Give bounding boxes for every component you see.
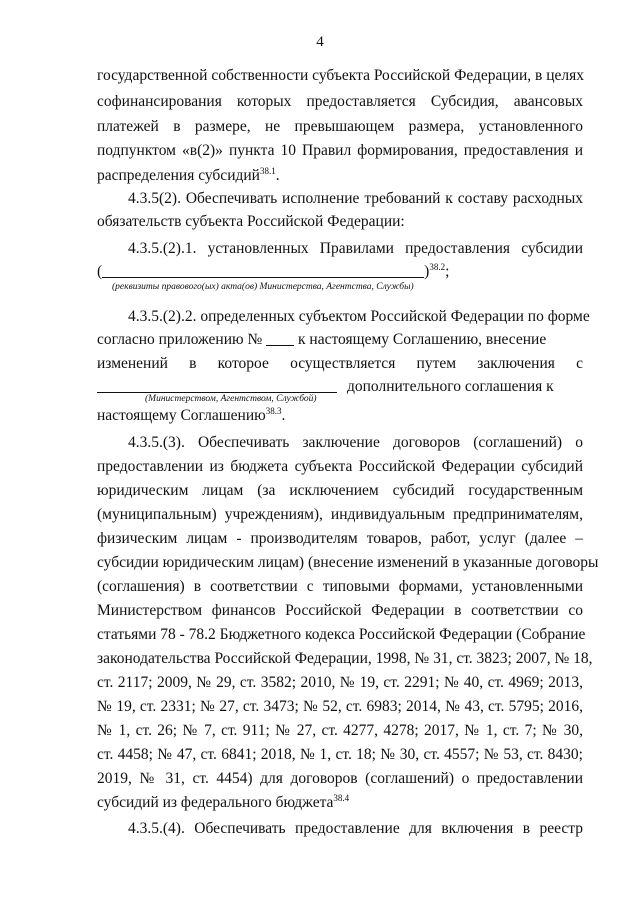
text: согласно приложению №	[97, 331, 263, 348]
text-line: (соглашения) в соответствии с типовыми формами, установленными	[97, 578, 583, 595]
text-line: № 19, ст. 2331; № 27, ст. 3473; № 52, ст. 6983; 2014, № 43, ст. 5795; 2016,	[97, 698, 583, 715]
text-line: предоставлении из бюджета субъекта Российской Федерации субсидий	[97, 458, 583, 475]
text-line: ст. 2117; 2009, № 29, ст. 3582; 2010, № 19, ст. 2291; № 40, ст. 4969; 2013,	[97, 674, 583, 691]
text-line: статьями 78 - 78.2 Бюджетного кодекса Российской Федерации (Собрание	[97, 626, 586, 643]
text-line: Министерством финансов Российской Федерации в соответствии со	[97, 602, 583, 619]
paragraph-start: 4.3.5.(2).2. определенных субъектом Российской Федерации по форме	[128, 308, 590, 325]
text-line: (муниципальным) учреждениям), индивидуальным предпринимателям,	[97, 506, 583, 523]
text-line: обязательств субъекта Российской Федерации:	[97, 213, 405, 230]
blank-field	[266, 331, 294, 346]
text-line: 2019, № 31, ст. 4454) для договоров (соглашений) о предоставлении	[97, 770, 583, 787]
blank-field	[97, 378, 337, 393]
text-line: физическим лицам - производителям товаров, работ, услуг (далее –	[97, 530, 583, 547]
footnote-ref: 38.2	[429, 262, 446, 272]
text: субсидий из федерального бюджета	[97, 794, 334, 811]
text-line: ст. 4458; № 47, ст. 6841; 2018, № 1, ст. 18; № 30, ст. 4557; № 53, ст. 8430;	[97, 746, 583, 763]
text: настоящему Соглашению	[97, 407, 266, 424]
blank-field	[102, 263, 424, 278]
close-paren: )	[424, 263, 430, 280]
open-paren: (	[97, 263, 103, 280]
field-caption: (Министерством, Агентством, Службой)	[145, 394, 317, 404]
footnote-ref: 38.3	[265, 406, 282, 416]
paragraph-start: 4.3.5.(4). Обеспечивать предоставление для включения в реестр	[128, 820, 583, 837]
text-line: государственной собственности субъекта Российской Федерации, в целях	[97, 67, 585, 84]
text-line	[97, 330, 583, 350]
text-line	[97, 262, 583, 282]
text-line: подпунктом «в(2)» пункта 10 Правил формирования, предоставления и	[97, 142, 583, 159]
text-line: платежей в размере, не превышающем размера, установленного	[97, 118, 583, 135]
text: к настоящему Соглашению, внесение	[298, 331, 547, 348]
text-line: изменений в которое осуществляется путем заключения с	[97, 355, 583, 372]
text-line: субсидии юридическим лицам) (внесение изменений в указанные договоры	[97, 554, 599, 571]
paragraph-start: 4.3.5(2). Обеспечивать исполнение требований к составу расходных	[128, 190, 583, 207]
footnote-ref: 38.4	[333, 793, 350, 803]
text: дополнительного соглашения к	[347, 378, 554, 395]
paragraph-start: 4.3.5.(2).1. установленных Правилами предоставления субсидии	[128, 240, 583, 257]
page-number: 4	[316, 34, 324, 50]
text: ;	[445, 263, 450, 280]
text-line	[97, 793, 583, 813]
text-line	[97, 166, 583, 186]
paragraph-start: 4.3.5.(3). Обеспечивать заключение договоров (соглашений) о	[128, 434, 583, 451]
text-line: № 1, ст. 26; № 7, ст. 911; № 27, ст. 4277, 4278; 2017, № 1, ст. 7; № 30,	[97, 722, 583, 739]
text-line: законодательства Российской Федерации, 1998, № 31, ст. 3823; 2007, № 18,	[97, 650, 593, 667]
field-caption: (реквизиты правового(ых) акта(ов) Министерства, Агентства, Службы)	[112, 282, 414, 292]
text: .	[281, 407, 286, 424]
text-line	[97, 406, 583, 426]
footnote-ref: 38.1	[259, 166, 276, 176]
text: .	[275, 167, 280, 184]
text-line: юридическим лицам (за исключением субсидий государственным	[97, 482, 583, 499]
text: распределения субсидий	[97, 167, 260, 184]
text-line: софинансирования которых предоставляется Субсидия, авансовых	[97, 93, 583, 110]
